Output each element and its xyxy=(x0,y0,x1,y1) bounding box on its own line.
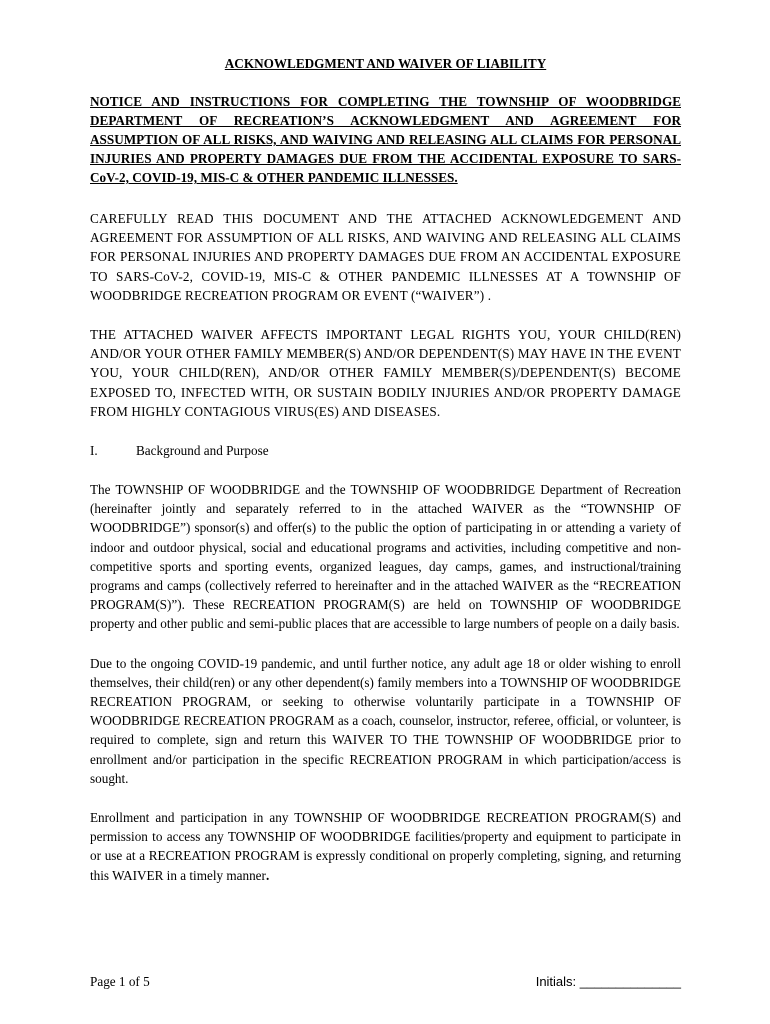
paragraph-enrollment-period: . xyxy=(265,867,270,883)
document-page xyxy=(90,55,681,905)
document-title: ACKNOWLEDGMENT AND WAIVER OF LIABILITY xyxy=(224,56,547,71)
section-title: Background and Purpose xyxy=(136,443,269,459)
initials-field[interactable]: Initials: ______________ xyxy=(535,974,681,989)
section-number: I. xyxy=(90,443,98,459)
paragraph-careful-read: CAREFULLY READ THIS DOCUMENT AND THE ATTACHED ACKNOWLEDGEMENT AND AGREEMENT FOR ASSUMPTION OF ALL RISKS, AND WAIVING AND RELEASING ALL CLAIMS FOR PERSONAL INJURIES AND PROPERTY DAMAGES DUE FROM AN ACCIDENTAL EXPOSURE TO SARS-CoV-2, COVID-19, MIS-C & OTHER PANDEMIC ILLNESSES AT A TOWNSHIP OF WOODBRIDGE RECREATION PROGRAM OR EVENT (“WAIVER”) . xyxy=(90,211,681,303)
paragraph-background: The TOWNSHIP OF WOODBRIDGE and the TOWNSHIP OF WOODBRIDGE Department of Recreation (hereinafter jointly and separately referred to in the attached WAIVER as the “TOWNSHIP OF WOODBRIDGE”) sponsor(s) and offer(s) to the public the option of participating in or attending a variety of indoor and outdoor physical, social and educational programs and activities, including competitive and non-competitive sports and sporting events, organized leagues, day camps, games, and instructional/training programs and camps (collectively referred to hereinafter and in the attached WAIVER as the “RECREATION PROGRAM(S)”). These RECREATION PROGRAM(S) are held on TOWNSHIP OF WOODBRIDGE property and other public and semi-public places that are accessible to large numbers of people on a daily basis. xyxy=(90,482,681,632)
paragraph-enrollment-text: Enrollment and participation in any TOWNSHIP OF WOODBRIDGE RECREATION PROGRAM(S) and permission to access any TOWNSHIP OF WOODBRIDGE facilities/property and equipment to participate in or use at a RECREATION PROGRAM is expressly conditional on properly completing, signing, and returning this WAIVER in a timely manner xyxy=(90,810,681,883)
paragraph-enrollment-condition xyxy=(90,808,681,885)
notice-heading: NOTICE AND INSTRUCTIONS FOR COMPLETING THE TOWNSHIP OF WOODBRIDGE DEPARTMENT OF RECREATION’S ACKNOWLEDGMENT AND AGREEMENT FOR ASSUMPTION OF ALL RISKS, AND WAIVING AND RELEASING ALL CLAIMS FOR PERSONAL INJURIES AND PROPERTY DAMAGES DUE FROM THE ACCIDENTAL EXPOSURE TO SARS-CoV-2, COVID-19, MIS-C & OTHER PANDEMIC ILLNESSES. xyxy=(90,94,681,185)
page-number: Page 1 of 5 xyxy=(90,974,150,989)
paragraph-legal-rights: THE ATTACHED WAIVER AFFECTS IMPORTANT LEGAL RIGHTS YOU, YOUR CHILD(REN) AND/OR YOUR OTHER FAMILY MEMBER(S) AND/OR DEPENDENT(S) MAY HAVE IN THE EVENT YOU, YOUR CHILD(REN), AND/OR OTHER FAMILY MEMBER(S)/DEPENDENT(S) BECOME EXPOSED TO, INFECTED WITH, OR SUSTAIN BODILY INJURIES AND/OR PROPERTY DAMAGE FROM HIGHLY CONTAGIOUS VIRUS(ES) AND DISEASES. xyxy=(90,327,681,419)
paragraph-covid-requirement: Due to the ongoing COVID-19 pandemic, and until further notice, any adult age 18 or older wishing to enroll themselves, their child(ren) or any other dependent(s) family members into a TOWNSHIP OF WOODBRIDGE RECREATION PROGRAM, or seeking to otherwise voluntarily participate in a TOWNSHIP OF WOODBRIDGE RECREATION PROGRAM as a coach, counselor, instructor, referee, official, or volunteer, is required to complete, sign and return this WAIVER TO THE TOWNSHIP OF WOODBRIDGE prior to enrollment and/or participation in the specific RECREATION PROGRAM in which participation/access is sought. xyxy=(90,655,681,786)
section-heading-background xyxy=(90,441,681,460)
page-footer xyxy=(90,974,681,994)
